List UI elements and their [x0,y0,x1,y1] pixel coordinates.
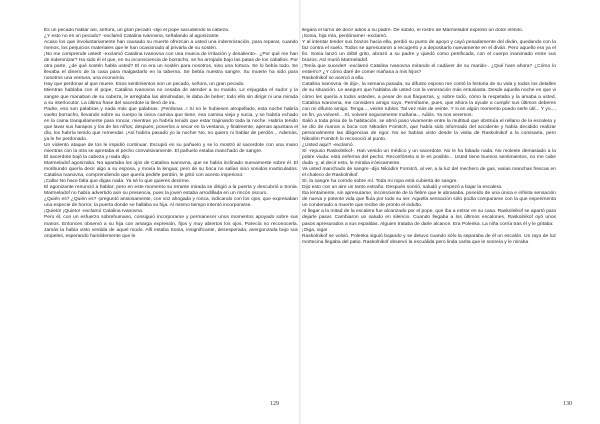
left-paragraph: ¡Quieto! ¡Quieto! -exclamó Catalina Ivanovna. [44,209,144,215]
left-paragraph: Mientras hablaba con el pope, Catalina Ivanovna no cesaba de atender a su marido. Le enjugaba el sudor y la sangre que manaban de su cabeza, le arreglaba las almohadas, le daba de beber; todo ello sin dirigir ni una mirada a su interlocutor. La última frase del sacerdote la llenó de ira. [44,88,298,106]
right-page-number: 130 [563,401,572,407]
left-paragraph: Pero él, con un esfuerzo sobrehumano, consiguió incorporarse y permanecer unos momentos apoyado sobre sus manos. Entonces observó a su hija con amarga expresión, fijos y muy abiertos los ojos. Parecía no reconocerla. Jamás la había visto vestida de aquel modo. Allí estaba Sonia, insignificante, desesperada, avergonzada bajo sus oropeles, esperando humildemente que le [44,215,298,239]
right-paragraph: Raskolnikof se volvió. Polenka siguió bajando y se detuvo cuando sólo la separaba de él un escalón. Un rayo de luz mortecina llegaba del patio. Raskolnikof observó la escuálida pero linda carita que le sonreía y le miraba [302,233,556,245]
left-paragraph: ¿Quién es? ¿Quién es? -preguntó ansiosamente, con voz ahogada y ronca, indicando con los ojos, que expresaban una especie de horror, la puerta donde se hallaba su hija. Al mismo tiempo intentó incorporarse. [44,197,298,209]
right-paragraph: Sí, la sangre ha corrido sobre mí. Toda mi ropa está cubierta de sangre. [302,179,458,185]
left-paragraph: El agonizante renunció a hablar; pero en este momento su errante mirada se dirigió a la puerta y descubrió a Sonia. Marmeladof no había advertido aún su presencia, pues la joven estaba arrodillada en un rincón oscuro. [44,185,298,197]
right-paragraph: Sí -repuso Raskolnikof-. Han venido un médico y un sacerdote. No le ha faltado nada. No moleste demasiado a la pobre viuda: está enferma del pecho. Reconfórtela si le es posible... Usted tiene buenos sentimientos, no me cabe duda -y, al decir esto, le miraba irónicamente. [302,148,556,167]
left-page-number: 129 [270,401,279,407]
right-paragraph: Catalina Ivanovna -le dijo-, la semana pasada, su difunto esposo me contó la historia de su vida y todos los detalles de su situación. Le aseguro que hablaba de usted con la veneración más entusiasta. Desde aquella noche en que vi cómo les quería a todos ustedes, a pesar de sus flaquezas, y, sobre todo, cómo la respetaba y la amaba a usted, Catalina Ivanovna, me considero amigo suyo. Permítame, pues, que ahora la ayude a cumplir sus últimos deberes con mi difunto amigo. Tenga..., veinte rublos. Tal vez más de veinte. Y si en algún momento puedo serle útil... Y yo..., en fin, ya volveré... Sí, volveré seguramente mañana... Adiós. Ya nos veremos. [302,82,556,118]
left-paragraph: ¡Calla! No hace falta que digas nada. Ya sé lo que quieres decirme. [44,179,191,185]
left-paragraph: ¿Y esto no es un pecado? -exclamó Catalina Ivanovna, señalando al agonizante. [44,34,220,40]
left-page [44,28,298,398]
left-paragraph: Acaso los que involuntariamente han causado su muerte ofrezcan a usted una indemnización, para reparar, cuando menos, los perjuicios materiales que le han ocasionado al privarla de su sostén. [44,40,298,52]
right-paragraph: Iba lentamente, sin apresurarse, inconsciente de la fiebre que le abrasaba, poseído de una única e infinita sensación de nueva y potente vida que fluía por todo su ser. Aquella sensación sólo podía compararse con la que experimenta un condenado a muerte que recibe de pronto el indulto. [302,191,556,209]
right-paragraph: llegara el turno de decir adiós a su padre. De súbito, el rostro de Marmeladof expresó un dolor infinito. [302,28,524,33]
right-paragraph: Y al intentar tender sus brazos hacia ella, perdió su punto de apoyo y cayó pesadamente del diván, quedando con la faz contra el suelo. Todos se apresuraron a recogerlo y a depositarlo nuevamente en el diván. Pero aquello era ya el fin. Sonia lanzó un débil grito, abrazó a su padre y quedó como petrificada, con el cuerpo inanimado entre sus brazos. Así murió Marmeladof. [302,40,556,64]
right-paragraph: ¡Sonia, hija mía, perdóname! -exclamó. [302,34,388,40]
right-paragraph: ¿Usted aquí? -exclamó. [302,142,354,148]
left-paragraph: El sacerdote bajó la cabeza y nada dijo. [44,154,131,160]
right-paragraph: Dijo esto con un aire un tanto extraño. Después sonrió, saludó y empezó a bajar la escalera. [302,185,503,191]
left-paragraph: Un violento ataque de tos le impidió continuar. Escupió en su pañuelo y se lo mostró al sacerdote con una mano mientras con la otra se apretaba el pecho convulsivamente. El pañuelo estaba manchado de sangre. [44,142,298,154]
page-gutter [299,0,301,424]
left-paragraph: Hay que perdonar al que muere. Esos sentimientos son un pecado, señora, un gran pecado. [44,82,245,88]
left-paragraph: Es un pecado hablar así, señora, un gran pecado -dijo el pope sacudiendo la cabeza. [44,28,230,33]
left-paragraph: Padre, eso son palabras y nada más que palabras. ¡Perdonar...! Si no le hubiesen atropellado, esta noche habría vuelto borracho, llevando sobre su cuerpo la única camisa que tiene, esa camisa vieja y sucia, y se habría echado en la cama tranquilamente para roncar, mientras yo habría tenido que estar trajinando toda la noche. Habría tenido que lavar sus harapos y los de los niños; después, ponerlos a secar en la ventana, y finalmente, apenas apuntara el día, los habría tenido que remendar. ¡Así habría pasado yo la noche! No, no quiero ni hablar de perdón... Además, ya le he perdonado. [44,106,298,142]
right-paragraph: Salió a toda prisa de la habitación, se abrió paso vivamente entre la multitud que obstruía el rellano de la escalera y se dio de manos a boca con Nikodim Fomitch, que había sido informado del accidente y había decidido realizar personalmente las diligencias de rigor. No se habían visto desde la visita de Raskolnikof a la comisaría, pero Nikodim Fomitch lo reconoció al punto. [302,118,556,142]
right-paragraph: ¡Oiga, oiga! [302,227,328,233]
right-paragraph: ¡Tenía que suceder! -exclamó Catalina Ivanovna mirando el cadáver de su marido-. ¿Qué hare ahora? ¿Cómo lo entierro? ¿Y cómo daré de comer mañana a mis hijos? [302,64,556,76]
right-paragraph: Va usted manchado de sangre -dijo Nikodim Fomitch, al ver, a la luz del mechero de gas, varias manchas frescas en el chaleco de Raskolnikof. [302,167,556,179]
right-page [302,28,556,398]
right-paragraph: Raskolnikof se acercó a ella. [302,76,365,82]
right-paragraph: Al llegar a la mitad de la escalera fue alcanzado por el pope, que iba a entrar en su casa. Raskolnikof se apartó para dejarle pasar. Cambiaron un saludo en silencio. Cuando llegaba a los últimos escalones, Raskolnikof oyó unos pasos apresurados a sus espaldas. Alguien trataba de darle alcance. Era Polenka. La niña corría tras él y le gritaba: [302,209,556,227]
left-paragraph: Marmeladof agonizaba. No apartaba los ojos de Catalina Ivanovna, que se había inclinado nuevamente sobre él. El moribundo quería decir algo a su esposa, y movía la lengua; pero de su boca no salían sino sonidos inarticulados. Catalina Ivanovna, comprendiendo que quería pedirle perdón, le gritó con acento imperioso: [44,161,298,179]
left-paragraph: ¡No me comprende usted! -exclamó Catalina Ivanovna con una mueca de irritación y desaliento-. ¿Por qué me han de indemnizar? Ha sido él el que, en su inconsciencia de borracho, se ha arrojado bajo las patas de los caballos. Por otra parte, ¿de qué sostén habla usted? El no era un sostén para nosotros, sino una tortura. Se lo bebía todo. Se llevaba el dinero de la casa para malgastarlo en la taberna. Se bebía nuestra sangre. Su muerte ha sido para nosotros una ventura, una economía. [44,52,298,82]
